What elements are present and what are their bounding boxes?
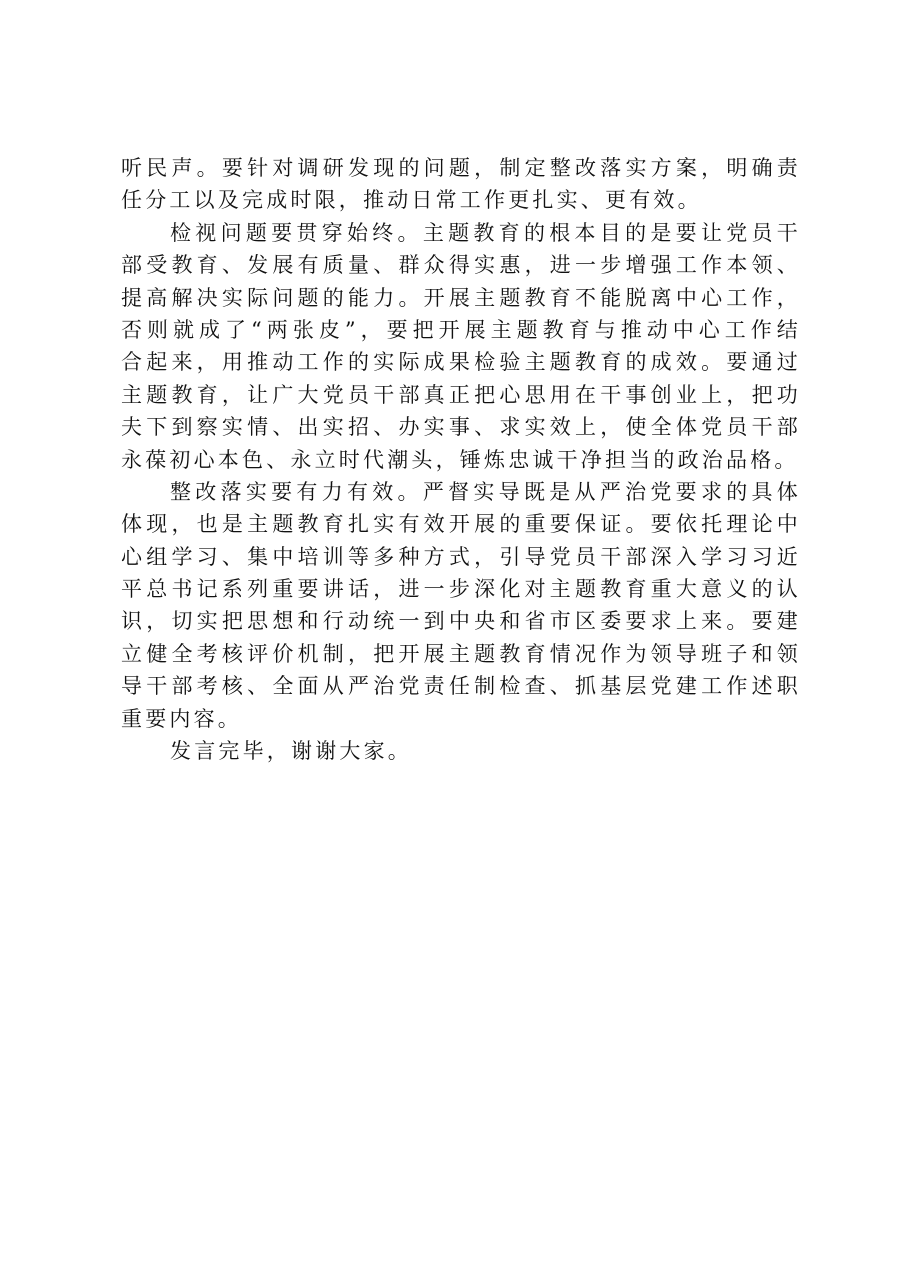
text-line: 平总书记系列重要讲话，进一步深化对主题教育重大意义的认	[121, 577, 801, 602]
text-line: 体现，也是主题教育扎实有效开展的重要保证。要依托理论中	[121, 512, 801, 537]
document-body	[121, 152, 801, 767]
text-line: 主题教育，让广大党员干部真正把心思用在干事创业上，把功	[121, 382, 801, 407]
text-line: 导干部考核、全面从严治党责任制检查、抓基层党建工作述职	[121, 674, 801, 699]
text-line: 提高解决实际问题的能力。开展主题教育不能脱离中心工作，	[121, 285, 801, 310]
text-line: 立健全考核评价机制，把开展主题教育情况作为领导班子和领	[121, 641, 801, 666]
paragraph-start-line: 整改落实要有力有效。严督实导既是从严治党要求的具体	[170, 479, 801, 504]
text-line: 合起来，用推动工作的实际成果检验主题教育的成效。要通过	[121, 350, 801, 375]
closing-line: 发言完毕，谢谢大家。	[170, 739, 412, 764]
text-line: 夫下到察实情、出实招、办实事、求实效上，使全体党员干部	[121, 415, 801, 440]
paragraph-start-line: 检视问题要贯穿始终。主题教育的根本目的是要让党员干	[170, 220, 801, 245]
text-line: 否则就成了“两张皮”，要把开展主题教育与推动中心工作结	[121, 317, 801, 342]
text-line: 部受教育、发展有质量、群众得实惠，进一步增强工作本领、	[121, 253, 801, 278]
text-line: 永葆初心本色、永立时代潮头，锤炼忠诚干净担当的政治品格。	[121, 447, 799, 472]
text-line: 重要内容。	[121, 706, 242, 731]
text-line: 任分工以及完成时限，推动日常工作更扎实、更有效。	[121, 188, 702, 213]
text-line: 心组学习、集中培训等多种方式，引导党员干部深入学习习近	[121, 544, 801, 569]
text-line: 识，切实把思想和行动统一到中央和省市区委要求上来。要建	[121, 609, 801, 634]
text-line: 听民声。要针对调研发现的问题，制定整改落实方案，明确责	[121, 156, 801, 180]
